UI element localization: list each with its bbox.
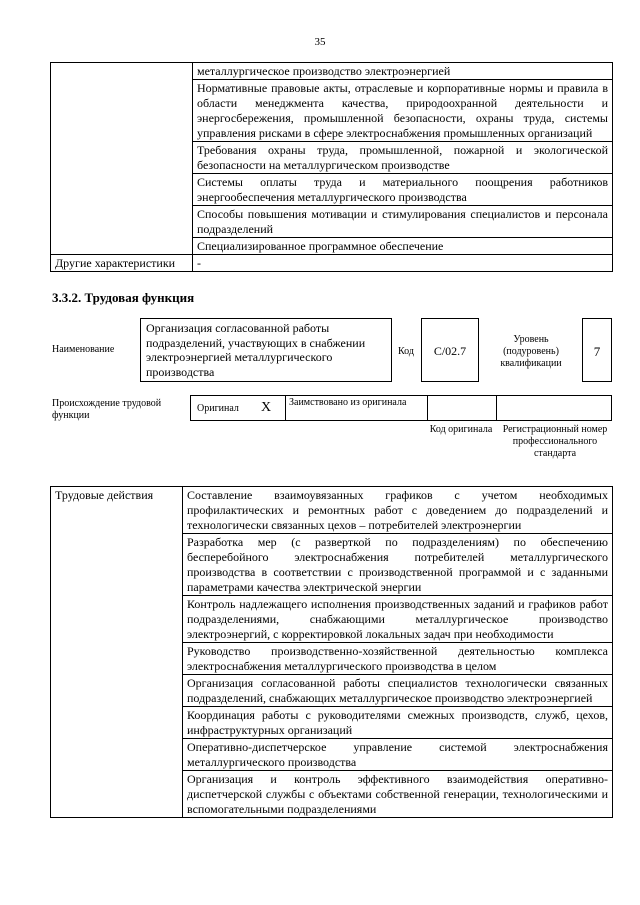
origin-label: Происхождение трудовой функции xyxy=(52,398,162,421)
qualification-level-label: Уровень (подуровень) квалификации xyxy=(500,334,562,369)
table-row xyxy=(51,63,613,80)
row-label-empty xyxy=(51,63,193,255)
labor-action-item: Оперативно-диспетчерское управление системой электроснабжения металлургического производства xyxy=(183,739,613,771)
name-label: Наименование xyxy=(52,344,115,355)
divider xyxy=(496,396,497,420)
labor-actions-table xyxy=(50,486,613,818)
labor-action-item: Координация работы с руководителями смежных производств, служб, цехов, инфраструктурных организаций xyxy=(183,707,613,739)
knowledge-item: металлургическое производство электроэнергией xyxy=(193,63,613,80)
original-label: Оригинал xyxy=(197,403,239,414)
page-number: 35 xyxy=(314,36,326,48)
table-row xyxy=(51,487,613,534)
function-code-box: С/02.7 xyxy=(421,318,479,382)
code-original-caption: Код оригинала xyxy=(429,424,493,435)
origin-table xyxy=(190,395,612,421)
knowledge-item: Нормативные правовые акты, отраслевые и корпоративные нормы и правила в области менеджмента качества, природоохранной деятельности и энергосбережения, промышленной безопасности, охраны труда, системы управления рисками в сфере электроснабжения промышленных организаций xyxy=(193,80,613,142)
knowledge-item: Системы оплаты труда и материального поощрения работников энергообеспечения металлургического производства xyxy=(193,174,613,206)
other-characteristics-value: - xyxy=(193,255,613,272)
labor-action-item: Организация согласованной работы специалистов технологически связанных подразделений, снабжающих металлургическое производство электроэнергией xyxy=(183,675,613,707)
registration-number-caption: Регистрационный номер профессионального стандарта xyxy=(502,424,608,459)
knowledge-item: Способы повышения мотивации и стимулирования специалистов и персонала подразделений xyxy=(193,206,613,238)
labor-action-item: Составление взаимоувязанных графиков с учетом необходимых профилактических и ремонтных работ с доведением до подразделений и технологически связанных цехов – потребителей электроэнергии xyxy=(183,487,613,534)
labor-action-item: Контроль надлежащего исполнения производственных заданий и графиков работ подразделениями, снабжающими металлургическое производство электроэнергий, с корректировкой локальных задач при необходимости xyxy=(183,596,613,643)
original-mark: X xyxy=(261,400,272,415)
labor-action-item: Организация и контроль эффективного взаимодействия оперативно-диспетчерской службы с объектами собственной генерации, технологическими и вспомогательными подразделениями xyxy=(183,771,613,818)
qualification-level-box: 7 xyxy=(582,318,612,382)
table-row xyxy=(51,255,613,272)
function-name-box: Организация согласованной работы подразделений, участвующих в снабжении электроэнергией металлургического производства xyxy=(140,318,392,382)
borrowed-label: Заимствовано из оригинала xyxy=(289,397,407,408)
knowledge-table xyxy=(50,62,613,272)
knowledge-item: Специализированное программное обеспечение xyxy=(193,238,613,255)
code-label: Код xyxy=(398,346,414,357)
labor-action-item: Руководство производственно-хозяйственной деятельностью комплекса электроснабжения металлургического производства в целом xyxy=(183,643,613,675)
divider xyxy=(285,396,286,420)
divider xyxy=(427,396,428,420)
knowledge-item: Требования охраны труда, промышленной, пожарной и экологической безопасности на металлургическом производстве xyxy=(193,142,613,174)
labor-action-item: Разработка мер (с разверткой по подразделениям) по обеспечению бесперебойного электроснабжения потребителей металлургического производства в соответствии с производственной программой и с заданными параметрами качества электрической энергии xyxy=(183,534,613,596)
section-title: 3.3.2. Трудовая функция xyxy=(52,290,195,305)
labor-actions-label: Трудовые действия xyxy=(51,487,183,818)
other-characteristics-label: Другие характеристики xyxy=(51,255,193,272)
